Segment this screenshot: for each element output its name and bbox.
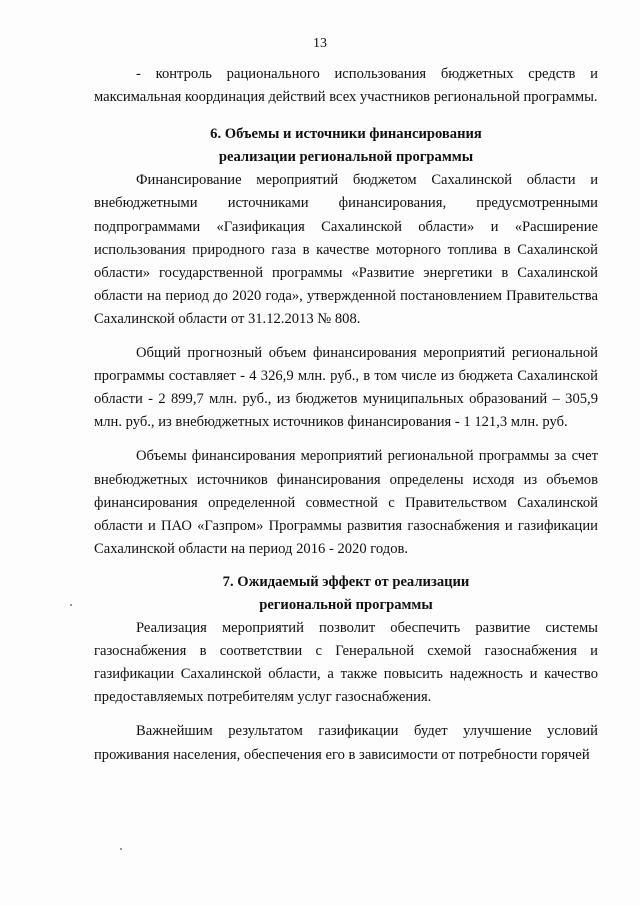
scan-artifact <box>120 848 122 850</box>
scan-artifact <box>70 604 72 606</box>
section-7-heading-line-2: региональной программы <box>259 596 433 613</box>
section-6-heading-line-2: реализации региональной программы <box>218 149 474 166</box>
paragraph-control: - контроль рационального использования бюджетных средств и максимальная координация действий всех участников региональной программы. <box>94 66 598 106</box>
paragraph-total-volume: Общий прогнозный объем финансирования мероприятий региональной программы составляет - 4 326,9 млн. руб., в том числе из бюджета Сахалинской области - 2 899,7 млн. руб., из бюджетов муниципальных образований – 305,9 млн. руб., из внебюджетных источников финансирования - 1 121,3 млн. руб. <box>94 345 598 431</box>
section-7-heading-line-1: 7. Ожидаемый эффект от реализации <box>222 573 470 590</box>
section-6-heading-line-1: 6. Объемы и источники финансирования <box>210 126 482 143</box>
document-body <box>94 63 598 767</box>
page-number: 13 <box>313 36 327 51</box>
paragraph-implementation-effect: Реализация мероприятий позволит обеспечить развитие системы газоснабжения в соответствии с Генеральной схемой газоснабжения и газификации Сахалинской области, а также повысить надежность и качество предоставляемых потребителям услуг газоснабжения. <box>94 620 598 706</box>
paragraph-key-result: Важнейшим результатом газификации будет улучшение условий проживания населения, обеспечения его в зависимости от потребности горячей <box>94 723 598 763</box>
paragraph-extrabudgetary: Объемы финансирования мероприятий региональной программы за счет внебюджетных источников финансирования определены исходя из объемов финансирования определенной совместной с Правительством Сахалинской области и ПАО «Газпром» Программы развития газоснабжения и газификации Сахалинской области на период 2016 - 2020 годов. <box>94 448 598 557</box>
paragraph-financing-sources: Финансирование мероприятий бюджетом Сахалинской области и внебюджетными источниками финансирования, предусмотренными подпрограммами «Газификация Сахалинской области» и «Расширение использования природного газа в качестве моторного топлива в Сахалинской области» государственной программы «Развитие энергетики в Сахалинской области на период до 2020 года», утвержденной постановлением Правительства Сахалинской области от 31.12.2013 № 808. <box>94 172 598 327</box>
